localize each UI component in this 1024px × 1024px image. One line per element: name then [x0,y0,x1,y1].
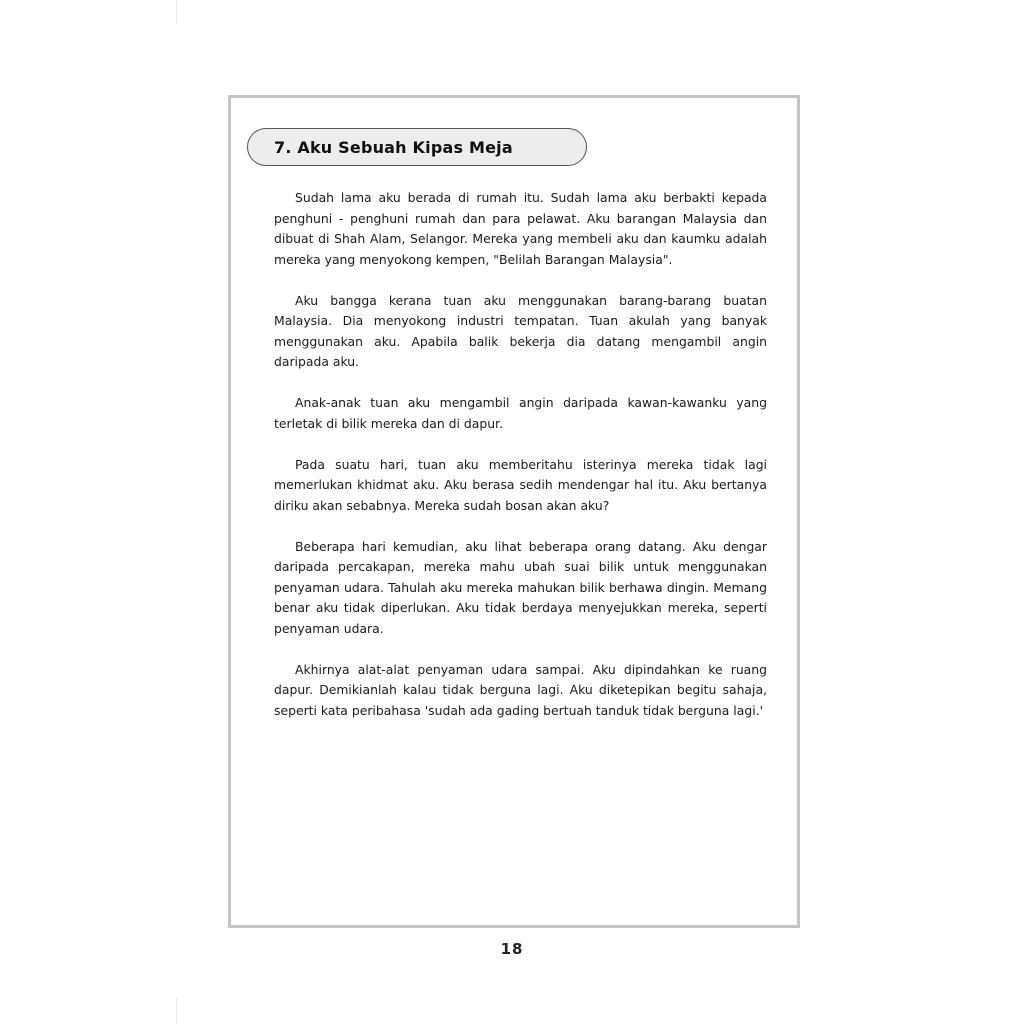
story-title: 7. Aku Sebuah Kipas Meja [274,137,513,157]
page-edge-line-bottom [176,998,177,1024]
page-number: 18 [500,940,524,958]
paragraph-5: Beberapa hari kemudian, aku lihat beberapa orang datang. Aku dengar daripada percakapan, mereka mahu ubah suai bilik untuk menggunakan penyaman udara. Tahulah aku mereka mahukan bilik berhawa dingin. Memang benar aku tidak diperlukan. Aku tidak berdaya menyejukkan mereka, seperti penyaman udara. [274,538,767,636]
page-frame [228,95,800,928]
paragraph-6: Akhirnya alat-alat penyaman udara sampai. Aku dipindahkan ke ruang dapur. Demikianlah kalau tidak berguna lagi. Aku diketepikan begitu sahaja, seperti kata peribahasa 'sudah ada gading bertuah tanduk tidak berguna lagi.' [274,661,767,718]
paragraph-2: Aku bangga kerana tuan aku menggunakan barang-barang buatan Malaysia. Dia menyokong industri tempatan. Tuan akulah yang banyak menggunakan aku. Apabila balik bekerja dia datang mengambil angin daripada aku. [274,292,767,369]
title-box [247,128,587,166]
story-body [274,188,767,742]
page-edge-line-top [176,0,177,24]
paragraph-1: Sudah lama aku berada di rumah itu. Sudah lama aku berbakti kepada penghuni - penghuni rumah dan para pelawat. Aku barangan Malaysia dan dibuat di Shah Alam, Selangor. Mereka yang membeli aku dan kaumku adalah mereka yang menyokong kempen, "Belilah Barangan Malaysia". [274,190,767,267]
paragraph-3: Anak-anak tuan aku mengambil angin daripada kawan-kawanku yang terletak di bilik mereka dan di dapur. [274,395,767,431]
paragraph-4: Pada suatu hari, tuan aku memberitahu isterinya mereka tidak lagi memerlukan khidmat aku. Aku berasa sedih mendengar hal itu. Aku bertanya diriku akan sebabnya. Mereka sudah bosan akan aku? [274,456,767,513]
